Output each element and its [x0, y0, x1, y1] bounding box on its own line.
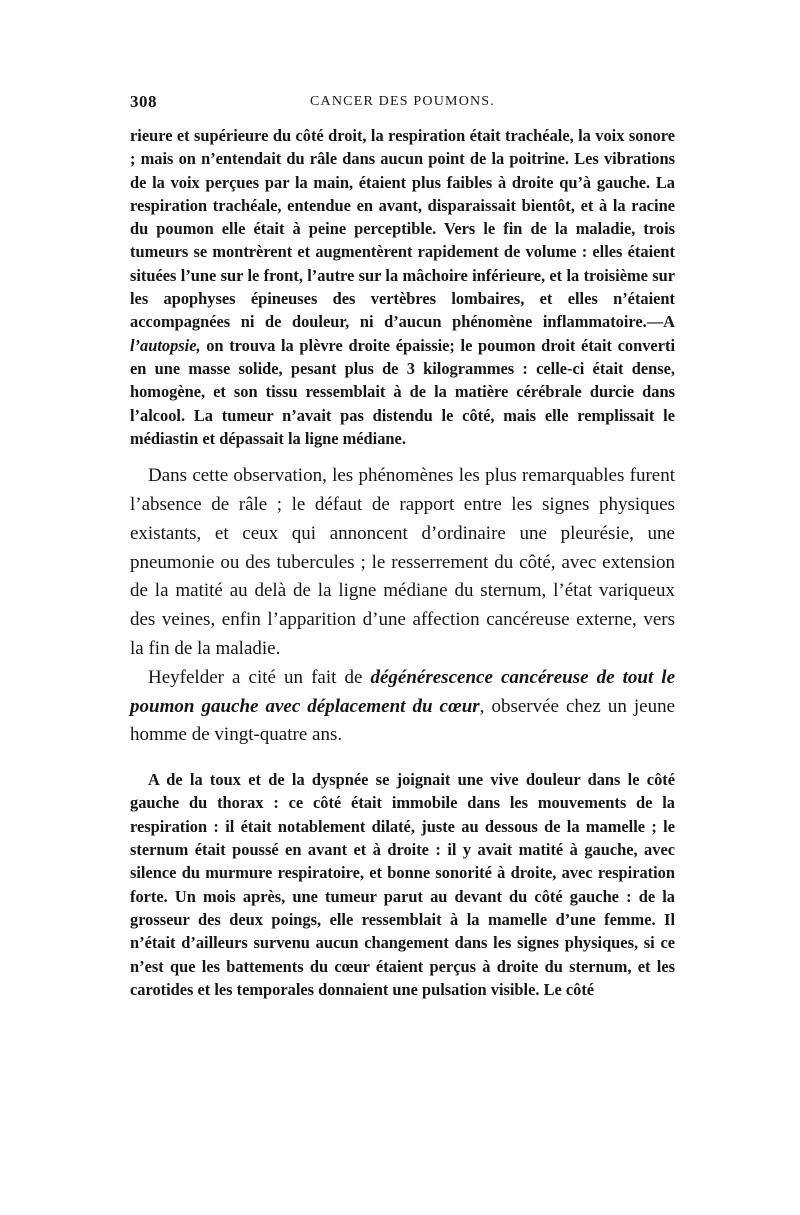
- page-number: 308: [130, 92, 157, 111]
- text-run: Heyfelder a cité un fait de: [148, 666, 371, 688]
- italic-case-title: dégénérescence cancéreuse de tout le poumon gauche avec déplacement du cœur: [130, 666, 676, 717]
- text-run: on trouva la plèvre droite épaissie; le poumon droit était converti en une masse solide, pesant plus de 3 kilogrammes : celle-ci était dense, homogène, et son tissu ressemblait à de la matière cérébrale durcie dans l’alcool. La tumeur n’avait pas distendu le côté, mais elle remplissait le médiastin et dépassait la ligne médiane.: [130, 335, 675, 448]
- book-page: [130, 92, 675, 1001]
- case-description-paragraph: A de la toux et de la dyspnée se joignait une vive douleur dans le côté gauche du thorax : ce côté était immobile dans les mouvements de la respiration : il était notablement dilaté, juste au dessous de la mamelle ; le sternum était poussé en avant et à droite : il y avait matité à gauche, avec silence du murmure respiratoire, et bonne sonorité à droite, avec respiration forte. Un mois après, une tumeur parut au devant du côté gauche : de la grosseur des deux poings, elle ressemblait à la mamelle d’une femme. Il n’était d’ailleurs survenu aucun changement dans les signes physiques, si ce n’est que les battements du cœur étaient perçus à droite du sternum, et les carotides et les temporales donnaient une pulsation visible. Le côté: [130, 770, 675, 999]
- observation-paragraph: [130, 124, 675, 450]
- italic-term-autopsie: l’autopsie,: [130, 335, 201, 355]
- page-header: [130, 92, 675, 116]
- commentary-paragraph: Dans cette observation, les phénomènes les plus remarquables furent l’absence de râle ; le défaut de rapport entre les signes physiques existants, et ceux qui annoncent d’ordinaire une pleurésie, une pneumonie ou des tubercules ; le resserrement du côté, avec extension de la matité au delà de la ligne médiane du sternum, l’état variqueux des veines, enfin l’apparition d’une affection cancéreuse externe, vers la fin de la maladie.: [130, 465, 675, 659]
- text-run: , observée chez un jeune homme de vingt-quatre ans.: [130, 695, 675, 746]
- text-run: rieure et supérieure du côté droit, la respiration était trachéale, la voix sonore ; mais on n’entendait du râle dans aucun point de la poitrine. Les vibrations de la voix perçues par la main, étaient plus faibles à droite qu’à gauche. La respiration trachéale, entendue en avant, disparaissait bientôt, et à la racine du poumon elle était à peine perceptible. Vers le fin de la maladie, trois tumeurs se montrèrent et augmentèrent rapidement de volume : elles étaient situées l’une sur le front, l’autre sur la mâchoire inférieure, et la troisième sur les apophyses épineuses des vertèbres lombaires, et elles n’étaient accompagnées ni de douleur, ni d’aucun phénomène inflammatoire.—A: [130, 126, 675, 332]
- running-title: CANCER DES POUMONS.: [310, 94, 495, 109]
- heyfelder-paragraph: [130, 664, 675, 750]
